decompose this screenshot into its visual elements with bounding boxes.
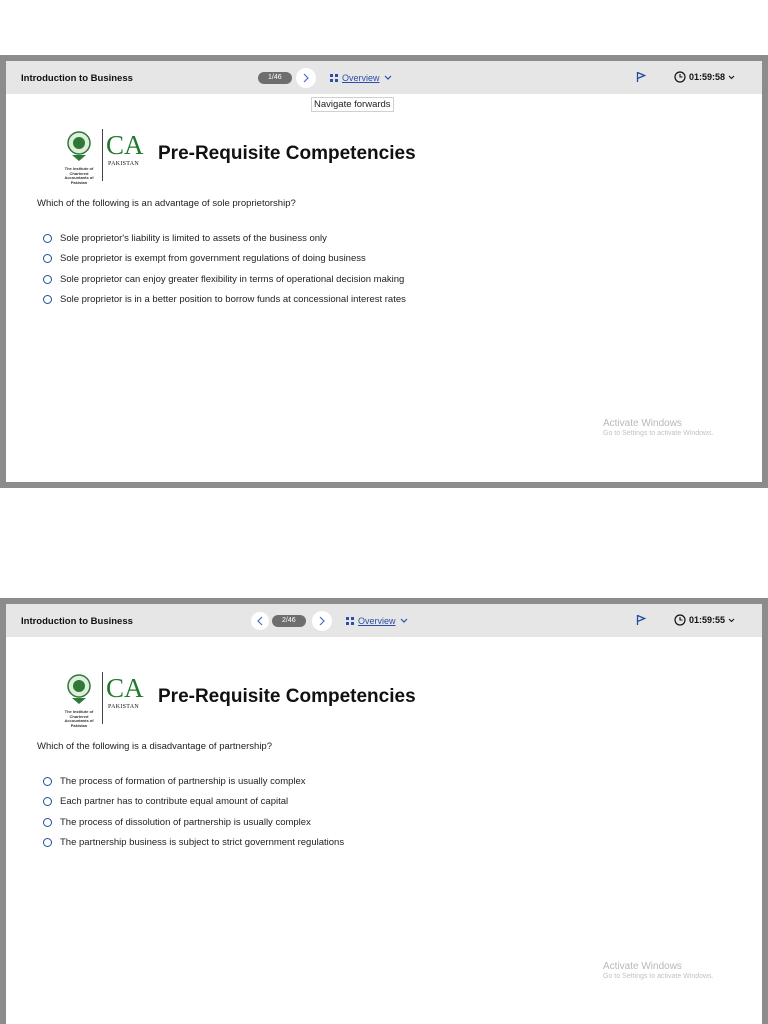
previous-question-button[interactable] [251,612,269,630]
answer-option[interactable] [43,833,344,854]
chevron-down-icon [728,75,735,80]
watermark-title: Activate Windows [603,418,682,429]
page-title: Pre-Requisite Competencies [158,143,416,164]
timer-value: 01:59:55 [689,615,726,625]
timer[interactable] [674,614,735,626]
chevron-down-icon [400,618,408,624]
logo-country: PAKISTAN [108,704,140,710]
exam-window [6,604,762,1024]
answer-options [43,771,344,853]
next-question-button[interactable] [296,68,316,88]
answer-option[interactable] [43,228,406,249]
answer-options [43,228,406,310]
radio-button[interactable] [43,234,52,243]
chevron-right-icon [301,73,311,83]
answer-option-label: The process of dissolution of partnership is usually complex [60,816,311,828]
watermark-subtitle: Go to Settings to activate Windows. [603,973,714,980]
overview-menu[interactable] [330,73,392,83]
page-title: Pre-Requisite Competencies [158,686,416,707]
answer-option[interactable] [43,812,344,833]
clock-icon [674,71,686,83]
radio-button[interactable] [43,275,52,284]
overview-label: Overview [342,73,380,83]
ican-logo [58,129,153,185]
overview-menu[interactable] [346,616,408,626]
next-question-button[interactable] [312,611,332,631]
flag-icon[interactable] [636,614,646,626]
answer-option-label: The partnership business is subject to strict government regulations [60,837,345,849]
answer-option-label: Sole proprietor is in a better position to borrow funds at concessional interest rates [60,294,406,306]
timer-value: 01:59:58 [689,72,726,82]
answer-option[interactable] [43,290,406,311]
logo-caption: The Institute of Chartered Accountants of Pakistan [64,166,94,185]
flag-icon[interactable] [636,71,646,83]
answer-option-label: The process of formation of partnership is usually complex [60,775,306,787]
logo-mark: CA [106,130,144,160]
chevron-down-icon [384,75,392,81]
answer-option-label: Sole proprietor's liability is limited to assets of the business only [60,232,327,244]
activation-watermark [603,961,714,980]
radio-button[interactable] [43,295,52,304]
logo-mark: CA [106,673,144,703]
chevron-left-icon [255,616,265,626]
course-title: Introduction to Business [21,616,133,627]
exam-window [6,61,762,482]
screenshot-1 [0,55,768,488]
radio-button[interactable] [43,777,52,786]
crest-icon [64,672,94,706]
question-text: Which of the following is an advantage of sole proprietorship? [37,198,296,209]
answer-option[interactable] [43,249,406,270]
clock-icon [674,614,686,626]
watermark-subtitle: Go to Settings to activate Windows. [603,430,714,437]
answer-option-label: Sole proprietor is exempt from government regulations of doing business [60,253,366,265]
top-bar [6,61,762,94]
overview-label: Overview [358,616,396,626]
top-bar [6,604,762,637]
chevron-down-icon [728,618,735,623]
course-title: Introduction to Business [21,73,133,84]
crest-icon [64,129,94,163]
question-progress: 1/46 [258,72,292,84]
answer-option-label: Each partner has to contribute equal amount of capital [60,796,289,808]
radio-button[interactable] [43,838,52,847]
timer[interactable] [674,71,735,83]
logo-divider [102,672,103,724]
answer-option[interactable] [43,771,344,792]
grid-icon [330,74,338,82]
radio-button[interactable] [43,254,52,263]
grid-icon [346,617,354,625]
tooltip: Navigate forwards [311,97,394,112]
logo-country: PAKISTAN [108,161,140,167]
answer-option[interactable] [43,792,344,813]
activation-watermark [603,418,714,437]
radio-button[interactable] [43,797,52,806]
ican-logo [58,672,153,728]
watermark-title: Activate Windows [603,961,682,972]
answer-option[interactable] [43,269,406,290]
answer-option-label: Sole proprietor can enjoy greater flexibility in terms of operational decision making [60,273,405,285]
screenshot-2 [0,598,768,1024]
question-text: Which of the following is a disadvantage of partnership? [37,741,272,752]
chevron-right-icon [317,616,327,626]
radio-button[interactable] [43,818,52,827]
logo-divider [102,129,103,181]
logo-caption: The Institute of Chartered Accountants of Pakistan [64,709,94,728]
question-progress: 2/46 [272,615,306,627]
